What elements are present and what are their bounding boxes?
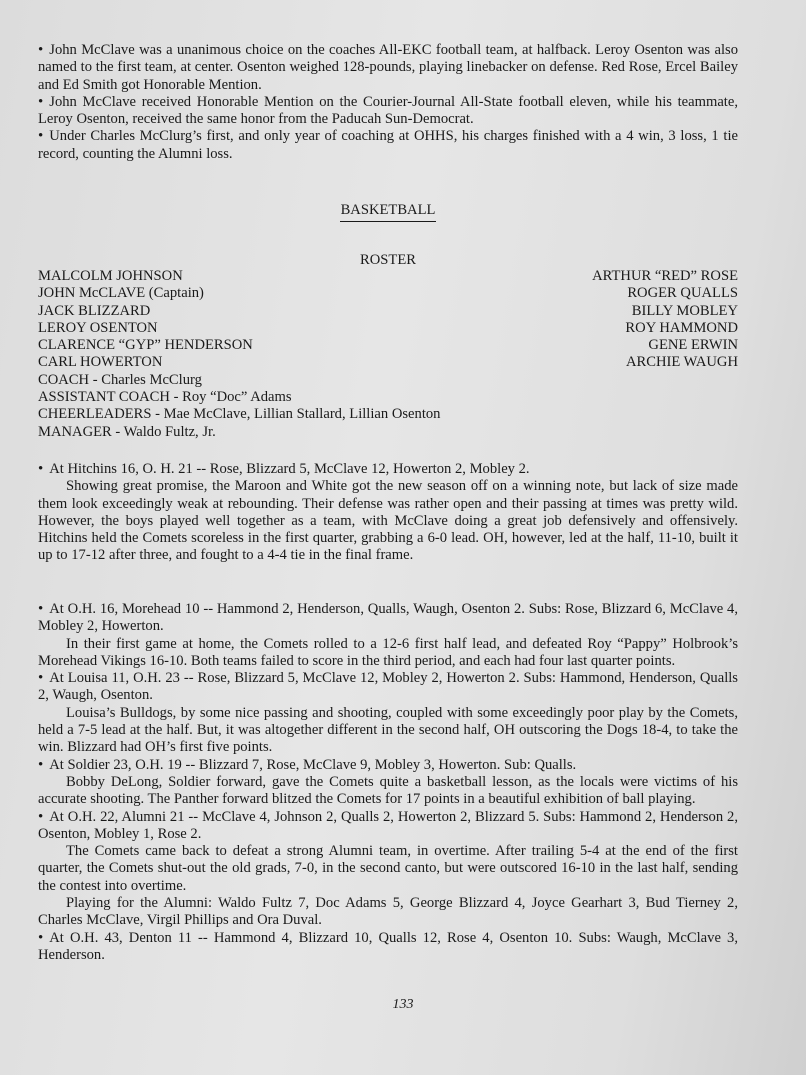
roster-entry: ROGER QUALLS — [627, 285, 738, 302]
game-recap: The Comets came back to defeat a strong Alumni team, in overtime. After trailing 5-4 at the end of the first quarter, the Comets shut-out the old grads, 7-0, in the second canto, but were outscored 16-10 in the last half, sending the contest into overtime. — [38, 843, 738, 894]
football-note: • Under Charles McClurg’s first, and only year of coaching at OHHS, his charges finished with a 4 win, 3 loss, 1 tie record, counting the Alumni loss. — [38, 128, 738, 163]
game-recap: In their first game at home, the Comets rolled to a 12-6 first half lead, and defeated Roy “Pappy” Holbrook’s Morehead Vikings 16-10. Both teams failed to score in the third period, and each had four last quarter points. — [38, 635, 738, 669]
roster-entry: CHEERLEADERS - Mae McClave, Lillian Stallard, Lillian Osenton — [38, 406, 441, 423]
roster-title: ROSTER — [360, 252, 416, 268]
game-score-line: • At Soldier 23, O.H. 19 -- Blizzard 7, Rose, McClave 9, Mobley 3, Howerton. Sub: Qualls. — [38, 757, 738, 774]
roster-entry: MALCOLM JOHNSON — [38, 268, 183, 284]
roster-entry: JACK BLIZZARD — [38, 302, 151, 319]
roster-entry: ARTHUR “RED” ROSE — [592, 268, 738, 284]
football-note: • John McClave was a unanimous choice on the coaches All-EKC football team, at halfback. Leroy Osenton was also named to the first team, at center. Osenton weighed 128-pounds, playing linebacker on defense. Red Rose, Ercel Bailey and Ed Smith got Honorable Mention. — [38, 42, 738, 94]
game-score-line: • At O.H. 16, Morehead 10 -- Hammond 2, Henderson, Qualls, Waugh, Osenton 2. Subs: Rose, Blizzard 6, McClave 4, Mobley 2, Howerton. — [38, 601, 738, 636]
roster-entry: CARL HOWERTON — [38, 354, 163, 371]
heading-rule — [340, 221, 436, 222]
page-number: 133 — [392, 997, 414, 1012]
roster-entry: ASSISTANT COACH - Roy “Doc” Adams — [38, 389, 292, 406]
roster-entry: MANAGER - Waldo Fultz, Jr. — [38, 423, 216, 440]
roster-entry: COACH - Charles McClurg — [38, 371, 202, 388]
game-recap: Showing great promise, the Maroon and White got the new season off on a winning note, but lack of size made them look exceedingly weak at rebounding. Their defense was rather open and their passing at times was pretty wild. However, the boys played well together as a team, with McClave doing a great job defensively and offensively. Hitchins held the Comets scoreless in the first quarter, grabbing a 6-0 lead. OH, however, led at the half, 11-10, built it up to 17-12 after three, and fought to a 4-4 tie in the final frame. — [38, 478, 738, 564]
roster-left-column — [38, 268, 440, 441]
game-recap: Playing for the Alumni: Waldo Fultz 7, Doc Adams 5, George Blizzard 4, Joyce Gearhart 3, Bud Tierney 2, Charles McClave, Virgil Phillips and Ora Duval. — [38, 895, 738, 929]
roster-entry: GENE ERWIN — [648, 337, 738, 354]
roster-entry: BILLY MOBLEY — [631, 302, 738, 319]
roster-heading — [38, 252, 738, 269]
roster-entry: LEROY OSENTON — [38, 319, 158, 336]
game-score-line: • At O.H. 43, Denton 11 -- Hammond 4, Blizzard 10, Qualls 12, Rose 4, Osenton 10. Subs: Waugh, McClave 3, Henderson. — [38, 930, 738, 965]
roster-entry: JOHN McCLAVE (Captain) — [38, 285, 204, 302]
roster-entry: CLARENCE “GYP” HENDERSON — [38, 337, 253, 354]
section-heading — [38, 202, 738, 222]
football-note: • John McClave received Honorable Mention on the Courier-Journal All-State football eleven, while his teammate, Leroy Osenton, received the same honor from the Paducah Sun-Democrat. — [38, 94, 738, 129]
game-recap: Bobby DeLong, Soldier forward, gave the Comets quite a basketball lesson, as the locals were victims of his accurate shooting. The Panther forward blitzed the Comets for 17 points in a beautiful exhibition of ball playing. — [38, 773, 738, 808]
section-title: BASKETBALL — [340, 202, 436, 218]
game-score-line: • At Louisa 11, O.H. 23 -- Rose, Blizzard 5, McClave 12, Mobley 2, Howerton 2. Subs: Hammond, Henderson, Qualls 2, Waugh, Osenton. — [38, 670, 738, 705]
game-score-line: • At O.H. 22, Alumni 21 -- McClave 4, Johnson 2, Qualls 2, Howerton 2, Blizzard 5. Subs: Hammond 2, Henderson 2, Osenton, Mobley 1, Rose 2. — [38, 809, 738, 844]
game-score-line: • At Hitchins 16, O. H. 21 -- Rose, Blizzard 5, McClave 12, Howerton 2, Mobley 2. — [38, 461, 738, 478]
roster-entry: ARCHIE WAUGH — [625, 354, 738, 371]
roster-entry: ROY HAMMOND — [625, 319, 738, 336]
game-2 — [38, 601, 738, 964]
roster-right-column — [592, 268, 738, 372]
game-recap: Louisa’s Bulldogs, by some nice passing and shooting, coupled with some exceedingly poor play by the Comets, held a 7-5 lead at the half. But, it was altogether different in the second half, OH outscoring the Dogs 18-4, to take the win. Blizzard had OH’s first five points. — [38, 704, 738, 756]
game-1 — [38, 461, 738, 565]
football-notes — [38, 42, 738, 163]
